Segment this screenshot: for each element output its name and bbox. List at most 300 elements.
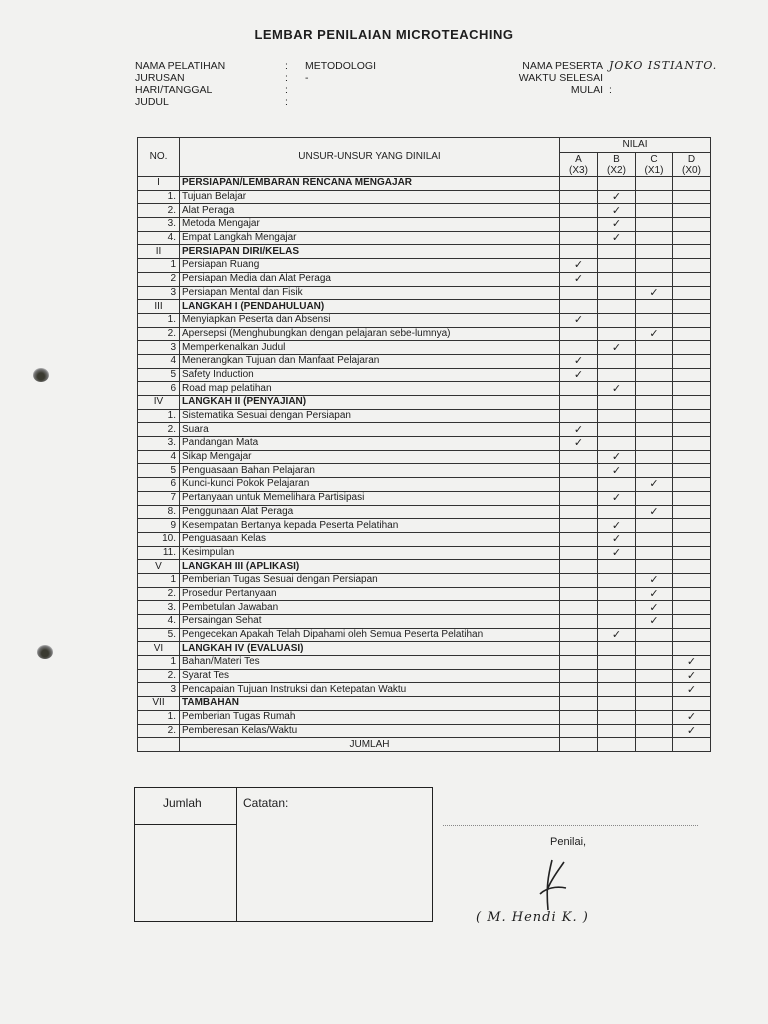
- grade-cell-c: [636, 683, 673, 697]
- row-number: 2.: [138, 204, 180, 218]
- row-number: 1: [138, 573, 180, 587]
- item-label: Pemberian Tugas Rumah: [180, 710, 560, 724]
- grade-cell-b: [598, 327, 636, 341]
- check-mark-icon: ✓: [686, 669, 697, 683]
- item-label: Pencapaian Tujuan Instruksi dan Ketepatan Waktu: [180, 683, 560, 697]
- item-label: Pemberesan Kelas/Waktu: [180, 724, 560, 738]
- meta-colon: :: [285, 84, 288, 96]
- grade-cell-a: [560, 300, 598, 314]
- grade-cell-a: [560, 423, 598, 437]
- meta-left: [135, 60, 376, 108]
- table-row: [138, 464, 711, 478]
- check-mark-icon: ✓: [573, 272, 584, 286]
- section-title: PERSIAPAN DIRI/KELAS: [180, 245, 560, 259]
- grade-cell-d: [673, 450, 711, 464]
- item-label: Penggunaan Alat Peraga: [180, 505, 560, 519]
- grade-cell-b: [598, 601, 636, 615]
- table-row: [138, 532, 711, 546]
- grade-cell-c: [636, 478, 673, 492]
- grade-cell-c: [636, 464, 673, 478]
- meta-colon: :: [285, 60, 288, 72]
- table-row: [138, 683, 711, 697]
- grade-cell-b: [598, 464, 636, 478]
- grade-cell-b: [598, 642, 636, 656]
- row-number: 9: [138, 519, 180, 533]
- item-label: Apersepsi (Menghubungkan dengan pelajaran sebe-lumnya): [180, 327, 560, 341]
- grade-cell-b: [598, 341, 636, 355]
- grade-cell-c: [636, 491, 673, 505]
- grade-cell-c: [636, 519, 673, 533]
- check-mark-icon: ✓: [573, 436, 584, 450]
- table-row: [138, 204, 711, 218]
- check-mark-icon: ✓: [611, 532, 622, 546]
- row-number: 7: [138, 491, 180, 505]
- item-label: Kesempatan Bertanya kepada Peserta Pelatihan: [180, 519, 560, 533]
- row-number: 1.: [138, 313, 180, 327]
- section-row: [138, 396, 711, 410]
- table-row: [138, 437, 711, 451]
- item-label: Menyiapkan Peserta dan Absensi: [180, 313, 560, 327]
- grade-cell-c: [636, 177, 673, 191]
- grade-cell-c: [636, 368, 673, 382]
- grade-cell-a: [560, 546, 598, 560]
- row-number: 4: [138, 354, 180, 368]
- meta-row: [135, 60, 376, 72]
- table-row: [138, 286, 711, 300]
- section-row: [138, 300, 711, 314]
- meta-row: [493, 72, 717, 84]
- meta-label: WAKTU SELESAI: [518, 72, 603, 84]
- row-number: 3: [138, 286, 180, 300]
- grade-cell-a: [560, 710, 598, 724]
- grade-letter: D: [687, 153, 696, 165]
- row-number: 1: [138, 656, 180, 670]
- grade-cell-c: [636, 615, 673, 629]
- meta-row: [493, 84, 717, 96]
- grade-cell-c: [636, 218, 673, 232]
- grade-cell-d: [673, 656, 711, 670]
- grade-cell-a: [560, 532, 598, 546]
- jumlah-label: Jumlah: [163, 796, 202, 810]
- signature-mark: [530, 858, 570, 913]
- item-label: Pertanyaan untuk Memelihara Partisipasi: [180, 491, 560, 505]
- grade-cell-c: [636, 300, 673, 314]
- header-nilai: NILAI: [560, 138, 711, 153]
- grade-cell-d: [673, 231, 711, 245]
- row-number: 1.: [138, 710, 180, 724]
- item-label: Safety Induction: [180, 368, 560, 382]
- row-number: 3.: [138, 437, 180, 451]
- table-row: [138, 478, 711, 492]
- grade-weight: (X0): [682, 164, 701, 176]
- item-label: Persiapan Mental dan Fisik: [180, 286, 560, 300]
- grade-cell-d: [673, 505, 711, 519]
- grade-cell-b: [598, 409, 636, 423]
- grade-cell-d: [673, 642, 711, 656]
- grade-cell-c: [636, 286, 673, 300]
- table-row: [138, 505, 711, 519]
- grade-cell-b: [598, 724, 636, 738]
- grade-cell-c: [636, 354, 673, 368]
- grade-cell-d: [673, 573, 711, 587]
- meta-row: [135, 96, 376, 108]
- table-row: [138, 327, 711, 341]
- grade-cell-a: [560, 409, 598, 423]
- check-mark-icon: ✓: [649, 614, 659, 628]
- total-row: [138, 738, 711, 752]
- row-number: 2: [138, 272, 180, 286]
- table-row: [138, 519, 711, 533]
- row-number: 2.: [138, 423, 180, 437]
- grade-cell-a: [560, 245, 598, 259]
- table-row: [138, 354, 711, 368]
- grade-cell-b: [598, 259, 636, 273]
- grade-cell-c: [636, 532, 673, 546]
- meta-value: METODOLOGI: [305, 60, 376, 72]
- total-cell-d: [673, 738, 711, 752]
- grade-weight: (X1): [644, 164, 664, 176]
- grade-cell-c: [636, 505, 673, 519]
- grade-cell-a: [560, 573, 598, 587]
- grade-cell-c: [636, 231, 673, 245]
- grade-cell-b: [598, 491, 636, 505]
- total-label: JUMLAH: [180, 738, 560, 752]
- grade-cell-c: [636, 409, 673, 423]
- grade-cell-d: [673, 177, 711, 191]
- table-row: [138, 409, 711, 423]
- check-mark-icon: ✓: [686, 710, 697, 724]
- grade-cell-a: [560, 587, 598, 601]
- table-row: [138, 368, 711, 382]
- row-number: V: [138, 560, 180, 574]
- grade-cell-a: [560, 382, 598, 396]
- grade-cell-b: [598, 204, 636, 218]
- grade-cell-a: [560, 354, 598, 368]
- row-number: 8.: [138, 505, 180, 519]
- grade-cell-c: [636, 423, 673, 437]
- check-mark-icon: ✓: [611, 190, 622, 204]
- check-mark-icon: ✓: [686, 655, 697, 669]
- grade-cell-c: [636, 382, 673, 396]
- table-row: [138, 546, 711, 560]
- check-mark-icon: ✓: [573, 368, 584, 381]
- grade-cell-b: [598, 382, 636, 396]
- grade-letter: A: [575, 153, 582, 165]
- grade-cell-d: [673, 423, 711, 437]
- check-mark-icon: ✓: [611, 518, 622, 532]
- check-mark-icon: ✓: [611, 463, 622, 477]
- grade-cell-d: [673, 697, 711, 711]
- grade-cell-d: [673, 669, 711, 683]
- punch-hole-bottom: [37, 645, 53, 659]
- grade-cell-a: [560, 628, 598, 642]
- header-grade-a: [560, 153, 598, 177]
- grade-cell-a: [560, 368, 598, 382]
- table-row: [138, 669, 711, 683]
- grade-cell-b: [598, 177, 636, 191]
- grade-cell-b: [598, 546, 636, 560]
- grade-cell-b: [598, 669, 636, 683]
- grade-cell-b: [598, 519, 636, 533]
- grade-cell-d: [673, 204, 711, 218]
- grade-cell-d: [673, 601, 711, 615]
- item-label: Sistematika Sesuai dengan Persiapan: [180, 409, 560, 423]
- grade-cell-c: [636, 327, 673, 341]
- grade-cell-c: [636, 669, 673, 683]
- grade-cell-a: [560, 478, 598, 492]
- grade-cell-d: [673, 560, 711, 574]
- grade-cell-a: [560, 560, 598, 574]
- header-grade-b: [598, 153, 636, 177]
- total-no-cell: [138, 738, 180, 752]
- grade-cell-c: [636, 313, 673, 327]
- grade-cell-b: [598, 396, 636, 410]
- meta-colon: :: [609, 84, 612, 96]
- item-label: Memperkenalkan Judul: [180, 341, 560, 355]
- grade-cell-a: [560, 601, 598, 615]
- grade-cell-d: [673, 300, 711, 314]
- row-number: 2.: [138, 669, 180, 683]
- row-number: 3.: [138, 601, 180, 615]
- row-number: 5: [138, 464, 180, 478]
- grade-cell-d: [673, 683, 711, 697]
- check-mark-icon: ✓: [611, 231, 622, 245]
- section-row: [138, 245, 711, 259]
- check-mark-icon: ✓: [649, 600, 659, 614]
- grade-cell-b: [598, 683, 636, 697]
- table-row: [138, 724, 711, 738]
- item-label: Menerangkan Tujuan dan Manfaat Pelajaran: [180, 354, 560, 368]
- row-number: 1: [138, 259, 180, 273]
- grade-cell-a: [560, 396, 598, 410]
- meta-value: JOKO ISTIANTO.: [609, 59, 718, 72]
- grade-cell-b: [598, 628, 636, 642]
- total-cell-c: [636, 738, 673, 752]
- grade-cell-a: [560, 724, 598, 738]
- row-number: 4: [138, 450, 180, 464]
- check-mark-icon: ✓: [611, 203, 622, 217]
- grade-cell-d: [673, 519, 711, 533]
- signer-name: ( M. Hendi K. ): [476, 910, 589, 925]
- section-row: [138, 642, 711, 656]
- grade-cell-d: [673, 491, 711, 505]
- grade-cell-c: [636, 396, 673, 410]
- section-title: LANGKAH II (PENYAJIAN): [180, 396, 560, 410]
- grade-cell-a: [560, 697, 598, 711]
- grade-cell-d: [673, 437, 711, 451]
- grade-cell-b: [598, 354, 636, 368]
- grade-cell-c: [636, 628, 673, 642]
- row-number: 1.: [138, 409, 180, 423]
- meta-label: HARI/TANGGAL: [135, 84, 213, 96]
- section-title: LANGKAH I (PENDAHULUAN): [180, 300, 560, 314]
- check-mark-icon: ✓: [649, 327, 659, 340]
- table-row: [138, 628, 711, 642]
- grade-cell-a: [560, 259, 598, 273]
- table-row: [138, 573, 711, 587]
- grade-cell-c: [636, 272, 673, 286]
- grade-cell-b: [598, 697, 636, 711]
- row-number: 3: [138, 683, 180, 697]
- grade-cell-b: [598, 560, 636, 574]
- grade-cell-a: [560, 190, 598, 204]
- grade-cell-b: [598, 272, 636, 286]
- row-number: II: [138, 245, 180, 259]
- table-row: [138, 615, 711, 629]
- table-row: [138, 601, 711, 615]
- table-row: [138, 231, 711, 245]
- row-number: 5.: [138, 628, 180, 642]
- grade-cell-b: [598, 218, 636, 232]
- check-mark-icon: ✓: [686, 724, 697, 737]
- check-mark-icon: ✓: [611, 546, 622, 559]
- grade-cell-d: [673, 615, 711, 629]
- grade-cell-d: [673, 478, 711, 492]
- section-title: LANGKAH III (APLIKASI): [180, 560, 560, 574]
- section-row: [138, 560, 711, 574]
- meta-label: NAMA PESERTA: [522, 60, 603, 72]
- grade-letter: B: [613, 153, 620, 165]
- table-row: [138, 313, 711, 327]
- check-mark-icon: ✓: [611, 450, 622, 464]
- meta-label: NAMA PELATIHAN: [135, 60, 226, 72]
- grade-cell-c: [636, 697, 673, 711]
- check-mark-icon: ✓: [611, 381, 622, 395]
- grade-cell-b: [598, 313, 636, 327]
- meta-label: JUDUL: [135, 96, 169, 108]
- header-grade-d: [673, 153, 711, 177]
- section-row: [138, 697, 711, 711]
- check-mark-icon: ✓: [611, 217, 622, 231]
- item-label: Alat Peraga: [180, 204, 560, 218]
- grade-cell-c: [636, 450, 673, 464]
- item-label: Penguasaan Bahan Pelajaran: [180, 464, 560, 478]
- grade-cell-b: [598, 190, 636, 204]
- item-label: Kesimpulan: [180, 546, 560, 560]
- check-mark-icon: ✓: [611, 491, 622, 505]
- grade-cell-b: [598, 450, 636, 464]
- grade-cell-d: [673, 464, 711, 478]
- grade-cell-a: [560, 615, 598, 629]
- item-label: Kunci-kunci Pokok Pelajaran: [180, 478, 560, 492]
- grade-cell-a: [560, 464, 598, 478]
- grade-cell-b: [598, 587, 636, 601]
- summary-box: [134, 787, 433, 922]
- grade-cell-d: [673, 710, 711, 724]
- row-number: 2.: [138, 327, 180, 341]
- check-mark-icon: ✓: [573, 354, 584, 368]
- grade-cell-d: [673, 286, 711, 300]
- section-title: TAMBAHAN: [180, 697, 560, 711]
- grade-weight: (X3): [569, 164, 588, 176]
- item-label: Penguasaan Kelas: [180, 532, 560, 546]
- table-row: [138, 423, 711, 437]
- grade-cell-b: [598, 300, 636, 314]
- item-label: Persiapan Ruang: [180, 259, 560, 273]
- check-mark-icon: ✓: [649, 505, 659, 518]
- grade-cell-d: [673, 190, 711, 204]
- grade-cell-c: [636, 560, 673, 574]
- grade-cell-c: [636, 601, 673, 615]
- grade-cell-d: [673, 368, 711, 382]
- item-label: Pengecekan Apakah Telah Dipahami oleh Semua Peserta Pelatihan: [180, 628, 560, 642]
- item-label: Prosedur Pertanyaan: [180, 587, 560, 601]
- table-row: [138, 259, 711, 273]
- item-label: Persaingan Sehat: [180, 615, 560, 629]
- grade-cell-d: [673, 327, 711, 341]
- jumlah-header-cell: [135, 788, 237, 825]
- check-mark-icon: ✓: [611, 628, 622, 642]
- item-label: Suara: [180, 423, 560, 437]
- meta-label: JURUSAN: [135, 72, 185, 84]
- total-cell-a: [560, 738, 598, 752]
- catatan-label: Catatan:: [243, 796, 289, 810]
- grade-cell-c: [636, 259, 673, 273]
- assessment-table: [137, 137, 711, 752]
- grade-cell-c: [636, 341, 673, 355]
- grade-cell-a: [560, 642, 598, 656]
- item-label: Road map pelatihan: [180, 382, 560, 396]
- grade-cell-d: [673, 259, 711, 273]
- table-row: [138, 272, 711, 286]
- grade-cell-b: [598, 615, 636, 629]
- grade-letter: C: [650, 153, 658, 165]
- check-mark-icon: ✓: [573, 313, 584, 327]
- meta-row: [135, 72, 376, 84]
- grade-cell-a: [560, 437, 598, 451]
- grade-cell-a: [560, 177, 598, 191]
- grade-cell-a: [560, 491, 598, 505]
- item-label: Pembetulan Jawaban: [180, 601, 560, 615]
- section-row: [138, 177, 711, 191]
- grade-cell-a: [560, 204, 598, 218]
- row-number: III: [138, 300, 180, 314]
- row-number: 1.: [138, 190, 180, 204]
- grade-cell-d: [673, 341, 711, 355]
- check-mark-icon: ✓: [649, 286, 659, 299]
- grade-cell-a: [560, 286, 598, 300]
- table-row: [138, 382, 711, 396]
- row-number: 5: [138, 368, 180, 382]
- meta-row: [493, 60, 717, 72]
- grade-cell-d: [673, 587, 711, 601]
- grade-cell-a: [560, 313, 598, 327]
- row-number: 6: [138, 478, 180, 492]
- row-number: I: [138, 177, 180, 191]
- grade-cell-c: [636, 437, 673, 451]
- item-label: Sikap Mengajar: [180, 450, 560, 464]
- row-number: 10.: [138, 532, 180, 546]
- grade-cell-c: [636, 190, 673, 204]
- grade-cell-b: [598, 505, 636, 519]
- grade-cell-a: [560, 505, 598, 519]
- row-number: 4.: [138, 231, 180, 245]
- table-row: [138, 450, 711, 464]
- grade-weight: (X2): [607, 164, 626, 176]
- total-cell-b: [598, 738, 636, 752]
- table-row: [138, 190, 711, 204]
- grade-cell-a: [560, 669, 598, 683]
- grade-cell-c: [636, 656, 673, 670]
- table-row: [138, 710, 711, 724]
- check-mark-icon: ✓: [649, 477, 659, 491]
- grade-cell-c: [636, 546, 673, 560]
- item-label: Persiapan Media dan Alat Peraga: [180, 272, 560, 286]
- grade-cell-b: [598, 245, 636, 259]
- grade-cell-c: [636, 573, 673, 587]
- check-mark-icon: ✓: [649, 587, 659, 600]
- grade-cell-c: [636, 724, 673, 738]
